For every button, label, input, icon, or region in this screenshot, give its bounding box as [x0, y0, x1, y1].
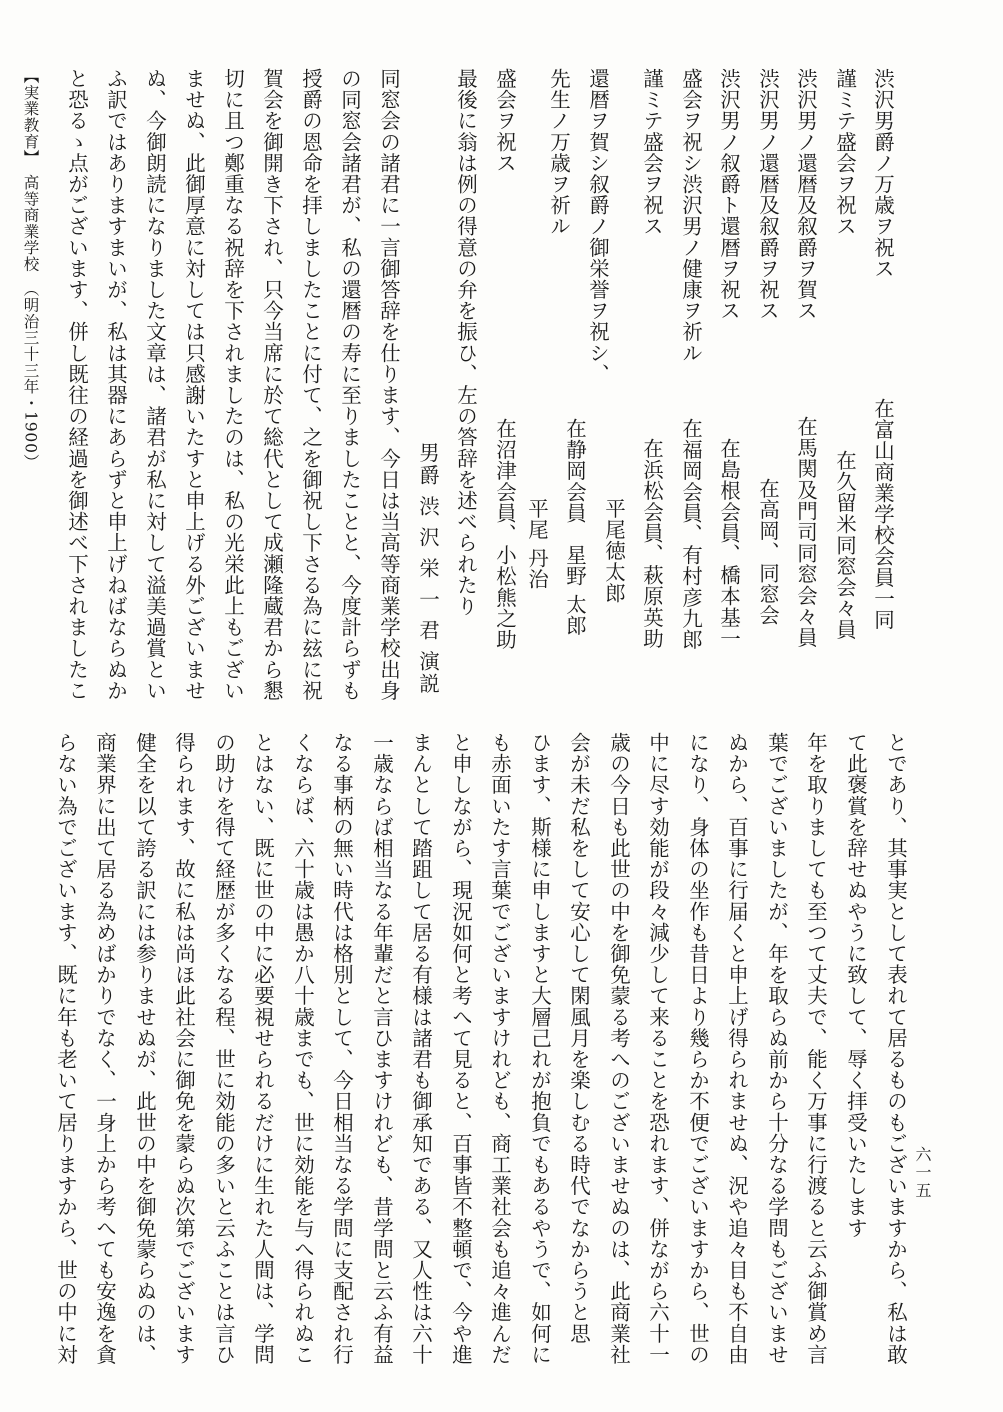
speech-line: 葉でございましたが、年を取らぬ前から十分なる学問もございませ	[764, 732, 789, 1365]
speech-line: くならば、六十歳は愚か八十歳までも、世に効能を与へ得られぬこ	[290, 732, 315, 1365]
telegram-sender: 在沼津会員、小松熊之助	[492, 418, 517, 651]
speaker-heading: 男爵 渋 沢 栄 一 君 演説	[415, 442, 440, 696]
speech-line: ぬから、百事に行届くと申上げ得られませぬ、況や追々目も不自由	[724, 732, 749, 1365]
speech-line: の助けを得て経歴が多くなる程、世に効能の多いと云ふことは言ひ	[211, 732, 236, 1365]
telegram-sender: 在静岡会員 星野 太郎	[562, 418, 587, 637]
telegram-message: 還暦ヲ賀シ叙爵ノ御栄誉ヲ祝シ、	[585, 68, 610, 385]
telegram-message: 盛会ヲ祝ス	[492, 68, 517, 174]
speech-line: らない為でございます、既に年も老いて居りますから、世の中に対	[53, 732, 78, 1365]
speech-line: 授爵の恩命を拝しましたことに付て、之を御祝し下さる為に玆に祝	[298, 68, 323, 701]
page-number: 六一五	[913, 1146, 932, 1200]
speech-line: 同窓会の諸君に一言御答辞を仕ります、今日は当高等商業学校出身	[376, 68, 401, 701]
speech-line: 会が未だ私をして安心して閑風月を楽しむる時代でなからうと思	[566, 732, 591, 1344]
speech-line: 得られます、故に私は尚ほ此社会に御免を蒙らぬ次第でございます	[171, 732, 196, 1365]
telegram-message: 渋沢男爵ノ万歳ヲ祝ス	[870, 68, 895, 279]
speech-line: なる事柄の無い時代は格別として、今日相当なる学問に支配され行	[329, 732, 354, 1365]
speech-line: の同窓会諸君が、私の還暦の寿に至りましたことと、今度計らずも	[337, 68, 362, 701]
telegram-sender: 在馬関及門司同窓会々員	[793, 416, 818, 649]
speech-line: も赤面いたす言葉でございますけれども、商工業社会も追々進んだ	[487, 732, 512, 1365]
speech-line: 一歳ならば相当なる年輩だと言ひますけれども、昔学問と云ふ有益	[369, 732, 394, 1365]
speech-line: ふ訳ではありますまいが、私は其器にあらずと申上げねばならぬか	[103, 68, 128, 701]
speech-line: 歳の今日も此世の中を御免蒙る考へのございませぬのは、此商業社	[606, 732, 631, 1365]
telegram-sender: 在高岡、同窓会	[755, 478, 780, 626]
speech-line: て此褒賞を辞せぬやうに致して、辱く拝受いたします	[843, 732, 868, 1239]
telegram-sender: 在浜松会員、萩原英助	[639, 438, 664, 649]
speech-line: ぬ、今御朗読になりました文章は、諸君が私に対して溢美過賞とい	[142, 68, 167, 701]
intro-text: 最後に翁は例の得意の弁を振ひ、左の答辞を述べられたり	[453, 68, 478, 617]
telegram-sender: 平尾徳太郎	[601, 498, 626, 604]
telegram-message: 渋沢男ノ還暦及叙爵ヲ祝ス	[755, 68, 780, 322]
telegram-message: 渋沢男ノ還暦及叙爵ヲ賀ス	[793, 68, 818, 322]
telegram-message: 謹ミテ盛会ヲ祝ス	[639, 68, 664, 237]
telegram-sender: 平尾 丹治	[524, 498, 549, 590]
speech-line: 中に尽す効能が段々減少して来ることを恐れます、併ながら六十一	[645, 732, 670, 1365]
running-footer: 【実業教育】 高等商業学校 （明治三十三年・1900）	[21, 68, 40, 471]
telegram-sender: 在久留米同窓会々員	[832, 450, 857, 640]
speech-line: 健全を以て誇る訳には参りませぬが、此世の中を御免蒙らぬのは、	[132, 732, 157, 1365]
telegram-sender: 在福岡会員、有村彦九郎	[678, 418, 703, 651]
speech-line: 商業界に出て居る為めばかりでなく、一身上から考へても安逸を貪	[92, 732, 117, 1365]
speech-line: 年を取りましても至つて丈夫で、能く万事に行渡ると云ふ御賞め言	[803, 732, 828, 1365]
telegram-message: 謹ミテ盛会ヲ祝ス	[832, 68, 857, 237]
telegram-message: 先生ノ万歳ヲ祈ル	[546, 68, 571, 237]
telegram-sender: 在島根会員、橋本基一	[716, 438, 741, 649]
speech-line: になり、身体の坐作も昔日より幾らか不便でございますから、世の	[685, 732, 710, 1365]
speech-line: とはない、既に世の中に必要視せられるだけに生れた人間は、学問	[250, 732, 275, 1365]
telegram-message: 盛会ヲ祝シ渋沢男ノ健康ヲ祈ル	[678, 68, 703, 364]
speech-line: と恐るゝ点がございます、併し既往の経過を御述べ下されましたこ	[64, 68, 89, 701]
speech-line: とであり、其事実として表れて居るものもございますから、私は敢	[883, 732, 908, 1365]
speech-line: ませぬ、此御厚意に対しては只感謝いたすと申上げる外ございませ	[181, 68, 206, 701]
speech-line: 切に且つ鄭重なる祝辞を下されましたのは、私の光栄此上もござい	[220, 68, 245, 701]
speech-line: まんとして踏跙して居る有様は諸君も御承知である、又人性は六十	[408, 732, 433, 1365]
speech-line: 賀会を御開き下され、只今当席に於て総代として成瀬隆蔵君から懇	[259, 68, 284, 701]
speech-line: ひます、斯様に申しますと大層己れが抱負でもあるやうで、如何に	[527, 732, 552, 1365]
telegram-message: 渋沢男ノ叙爵ト還暦ヲ祝ス	[716, 68, 741, 322]
telegram-sender: 在富山商業学校会員一同	[870, 398, 895, 631]
speech-line: と申しながら、現況如何と考へて見ると、百事皆不整頓で、今や進	[448, 732, 473, 1365]
